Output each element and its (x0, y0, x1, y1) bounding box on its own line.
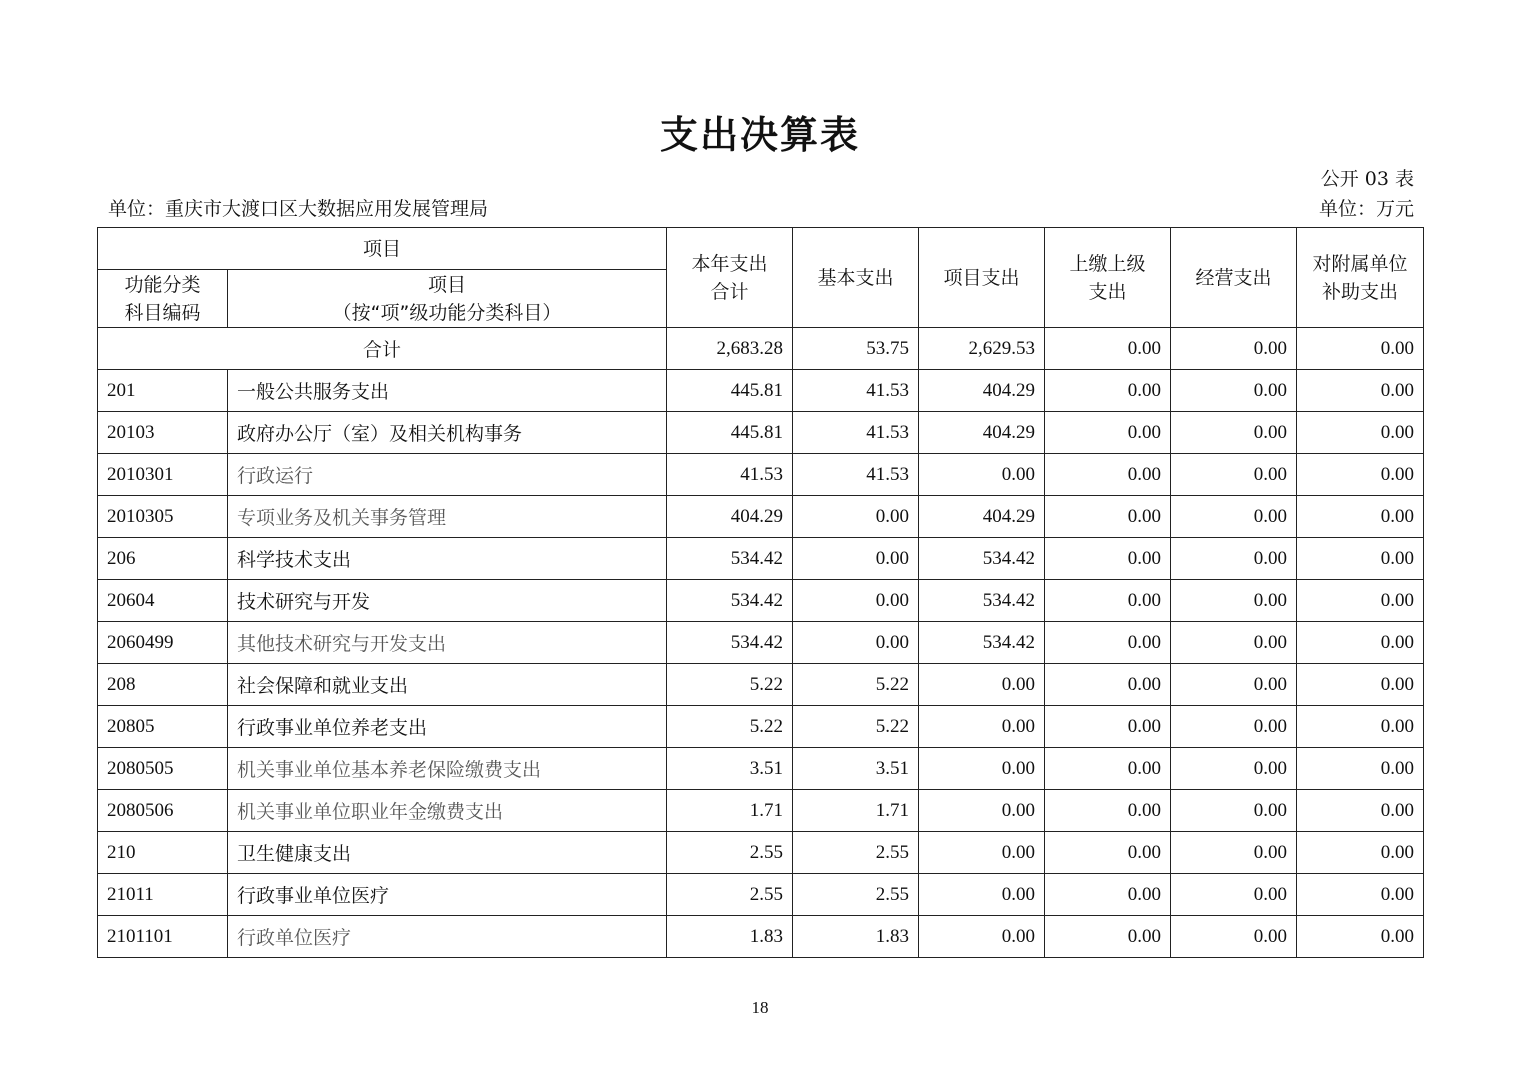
table-row (98, 874, 1424, 916)
row-value: 534.42 (919, 580, 1045, 622)
table-row (98, 370, 1424, 412)
row-value: 3.51 (793, 748, 919, 790)
row-value: 0.00 (1171, 916, 1297, 958)
row-value: 0.00 (1297, 832, 1424, 874)
row-name: 专项业务及机关事务管理 (228, 496, 667, 538)
row-value: 404.29 (919, 370, 1045, 412)
table-row (98, 790, 1424, 832)
row-value: 0.00 (1171, 790, 1297, 832)
row-value: 41.53 (667, 454, 793, 496)
row-code: 20103 (98, 412, 228, 454)
row-value: 534.42 (919, 538, 1045, 580)
row-value: 404.29 (919, 412, 1045, 454)
row-value: 0.00 (1171, 664, 1297, 706)
row-value: 0.00 (1297, 790, 1424, 832)
row-value: 0.00 (1045, 622, 1171, 664)
row-value: 0.00 (1045, 412, 1171, 454)
row-name: 机关事业单位基本养老保险缴费支出 (228, 748, 667, 790)
row-value: 0.00 (1297, 454, 1424, 496)
row-value: 2.55 (793, 832, 919, 874)
row-code: 20604 (98, 580, 228, 622)
row-value: 0.00 (1045, 538, 1171, 580)
row-value: 445.81 (667, 370, 793, 412)
table-row (98, 664, 1424, 706)
row-value: 404.29 (667, 496, 793, 538)
header-project-expense: 项目支出 (919, 228, 1045, 328)
table-row (98, 622, 1424, 664)
row-code: 2060499 (98, 622, 228, 664)
row-value: 0.00 (1297, 496, 1424, 538)
row-value: 445.81 (667, 412, 793, 454)
row-name: 行政事业单位养老支出 (228, 706, 667, 748)
row-code: 21011 (98, 874, 228, 916)
row-value: 5.22 (667, 664, 793, 706)
row-value: 0.00 (919, 916, 1045, 958)
row-name: 行政运行 (228, 454, 667, 496)
table-row (98, 412, 1424, 454)
row-value: 1.83 (667, 916, 793, 958)
row-value: 534.42 (667, 538, 793, 580)
total-value: 0.00 (1297, 328, 1424, 370)
row-value: 0.00 (1045, 496, 1171, 538)
row-value: 1.71 (667, 790, 793, 832)
row-code: 201 (98, 370, 228, 412)
row-name: 卫生健康支出 (228, 832, 667, 874)
row-value: 0.00 (1297, 916, 1424, 958)
row-value: 0.00 (1297, 706, 1424, 748)
row-value: 0.00 (1045, 916, 1171, 958)
row-value: 0.00 (919, 664, 1045, 706)
row-value: 0.00 (1045, 454, 1171, 496)
page-title: 支出决算表 (659, 113, 860, 157)
table-row (98, 706, 1424, 748)
row-code: 2010301 (98, 454, 228, 496)
row-code: 2080505 (98, 748, 228, 790)
row-value: 41.53 (793, 454, 919, 496)
form-number: 公开 03 表 (1320, 168, 1414, 190)
row-value: 0.00 (1045, 580, 1171, 622)
row-value: 5.22 (793, 706, 919, 748)
row-value: 0.00 (919, 874, 1045, 916)
total-row (98, 328, 1424, 370)
header-upper: 上缴上级 支出 (1045, 228, 1171, 328)
row-name: 科学技术支出 (228, 538, 667, 580)
row-value: 0.00 (793, 538, 919, 580)
header-project: 项目 (98, 228, 667, 270)
row-value: 0.00 (1297, 748, 1424, 790)
table-row (98, 832, 1424, 874)
row-name: 技术研究与开发 (228, 580, 667, 622)
row-name: 行政单位医疗 (228, 916, 667, 958)
row-value: 0.00 (919, 790, 1045, 832)
row-value: 41.53 (793, 412, 919, 454)
row-value: 0.00 (1297, 664, 1424, 706)
row-code: 210 (98, 832, 228, 874)
row-code: 2080506 (98, 790, 228, 832)
row-code: 2010305 (98, 496, 228, 538)
row-name: 行政事业单位医疗 (228, 874, 667, 916)
row-value: 0.00 (1045, 706, 1171, 748)
expenditure-table (97, 227, 1424, 958)
row-value: 0.00 (1045, 790, 1171, 832)
header-subsidy: 对附属单位 补助支出 (1297, 228, 1424, 328)
row-value: 0.00 (919, 454, 1045, 496)
row-value: 5.22 (793, 664, 919, 706)
row-value: 2.55 (793, 874, 919, 916)
row-code: 2101101 (98, 916, 228, 958)
row-value: 0.00 (919, 706, 1045, 748)
row-value: 404.29 (919, 496, 1045, 538)
row-value: 534.42 (919, 622, 1045, 664)
table-row (98, 496, 1424, 538)
row-value: 0.00 (1297, 580, 1424, 622)
row-value: 0.00 (1171, 748, 1297, 790)
table-row (98, 454, 1424, 496)
row-value: 0.00 (1171, 538, 1297, 580)
row-value: 3.51 (667, 748, 793, 790)
total-value: 53.75 (793, 328, 919, 370)
row-value: 0.00 (1171, 412, 1297, 454)
header-total: 本年支出 合计 (667, 228, 793, 328)
row-code: 208 (98, 664, 228, 706)
row-value: 1.71 (793, 790, 919, 832)
row-value: 5.22 (667, 706, 793, 748)
row-value: 0.00 (919, 748, 1045, 790)
row-value: 0.00 (1171, 874, 1297, 916)
row-value: 0.00 (1045, 664, 1171, 706)
row-name: 其他技术研究与开发支出 (228, 622, 667, 664)
row-value: 0.00 (919, 832, 1045, 874)
row-value: 0.00 (1171, 370, 1297, 412)
row-value: 0.00 (1297, 412, 1424, 454)
row-value: 0.00 (1297, 874, 1424, 916)
total-value: 0.00 (1171, 328, 1297, 370)
row-value: 0.00 (1045, 370, 1171, 412)
row-value: 0.00 (1297, 538, 1424, 580)
row-value: 0.00 (1045, 748, 1171, 790)
row-value: 0.00 (1297, 370, 1424, 412)
row-value: 2.55 (667, 832, 793, 874)
row-value: 0.00 (1171, 622, 1297, 664)
row-value: 534.42 (667, 622, 793, 664)
total-value: 2,683.28 (667, 328, 793, 370)
row-value: 0.00 (1045, 874, 1171, 916)
row-name: 一般公共服务支出 (228, 370, 667, 412)
row-value: 0.00 (1045, 832, 1171, 874)
currency-unit: 单位：万元 (1318, 198, 1414, 220)
row-value: 0.00 (1171, 496, 1297, 538)
row-value: 0.00 (1297, 622, 1424, 664)
row-value: 0.00 (1171, 580, 1297, 622)
row-name: 政府办公厅（室）及相关机构事务 (228, 412, 667, 454)
table-row (98, 580, 1424, 622)
row-code: 20805 (98, 706, 228, 748)
row-code: 206 (98, 538, 228, 580)
row-value: 41.53 (793, 370, 919, 412)
row-value: 2.55 (667, 874, 793, 916)
table-row (98, 538, 1424, 580)
row-name: 社会保障和就业支出 (228, 664, 667, 706)
total-value: 2,629.53 (919, 328, 1045, 370)
row-name: 机关事业单位职业年金缴费支出 (228, 790, 667, 832)
total-value: 0.00 (1045, 328, 1171, 370)
row-value: 0.00 (793, 580, 919, 622)
row-value: 0.00 (1171, 454, 1297, 496)
header-operating: 经营支出 (1171, 228, 1297, 328)
row-value: 534.42 (667, 580, 793, 622)
header-code: 功能分类 科目编码 (98, 270, 228, 328)
row-value: 1.83 (793, 916, 919, 958)
table-row (98, 916, 1424, 958)
page-number: 18 (751, 998, 769, 1017)
header-basic: 基本支出 (793, 228, 919, 328)
row-value: 0.00 (1171, 832, 1297, 874)
row-value: 0.00 (793, 496, 919, 538)
row-value: 0.00 (793, 622, 919, 664)
header-item: 项目 （按“项”级功能分类科目） (228, 270, 667, 328)
total-label: 合计 (98, 328, 667, 370)
row-value: 0.00 (1171, 706, 1297, 748)
table-row (98, 748, 1424, 790)
reporting-unit: 单位：重庆市大渡口区大数据应用发展管理局 (108, 198, 489, 220)
